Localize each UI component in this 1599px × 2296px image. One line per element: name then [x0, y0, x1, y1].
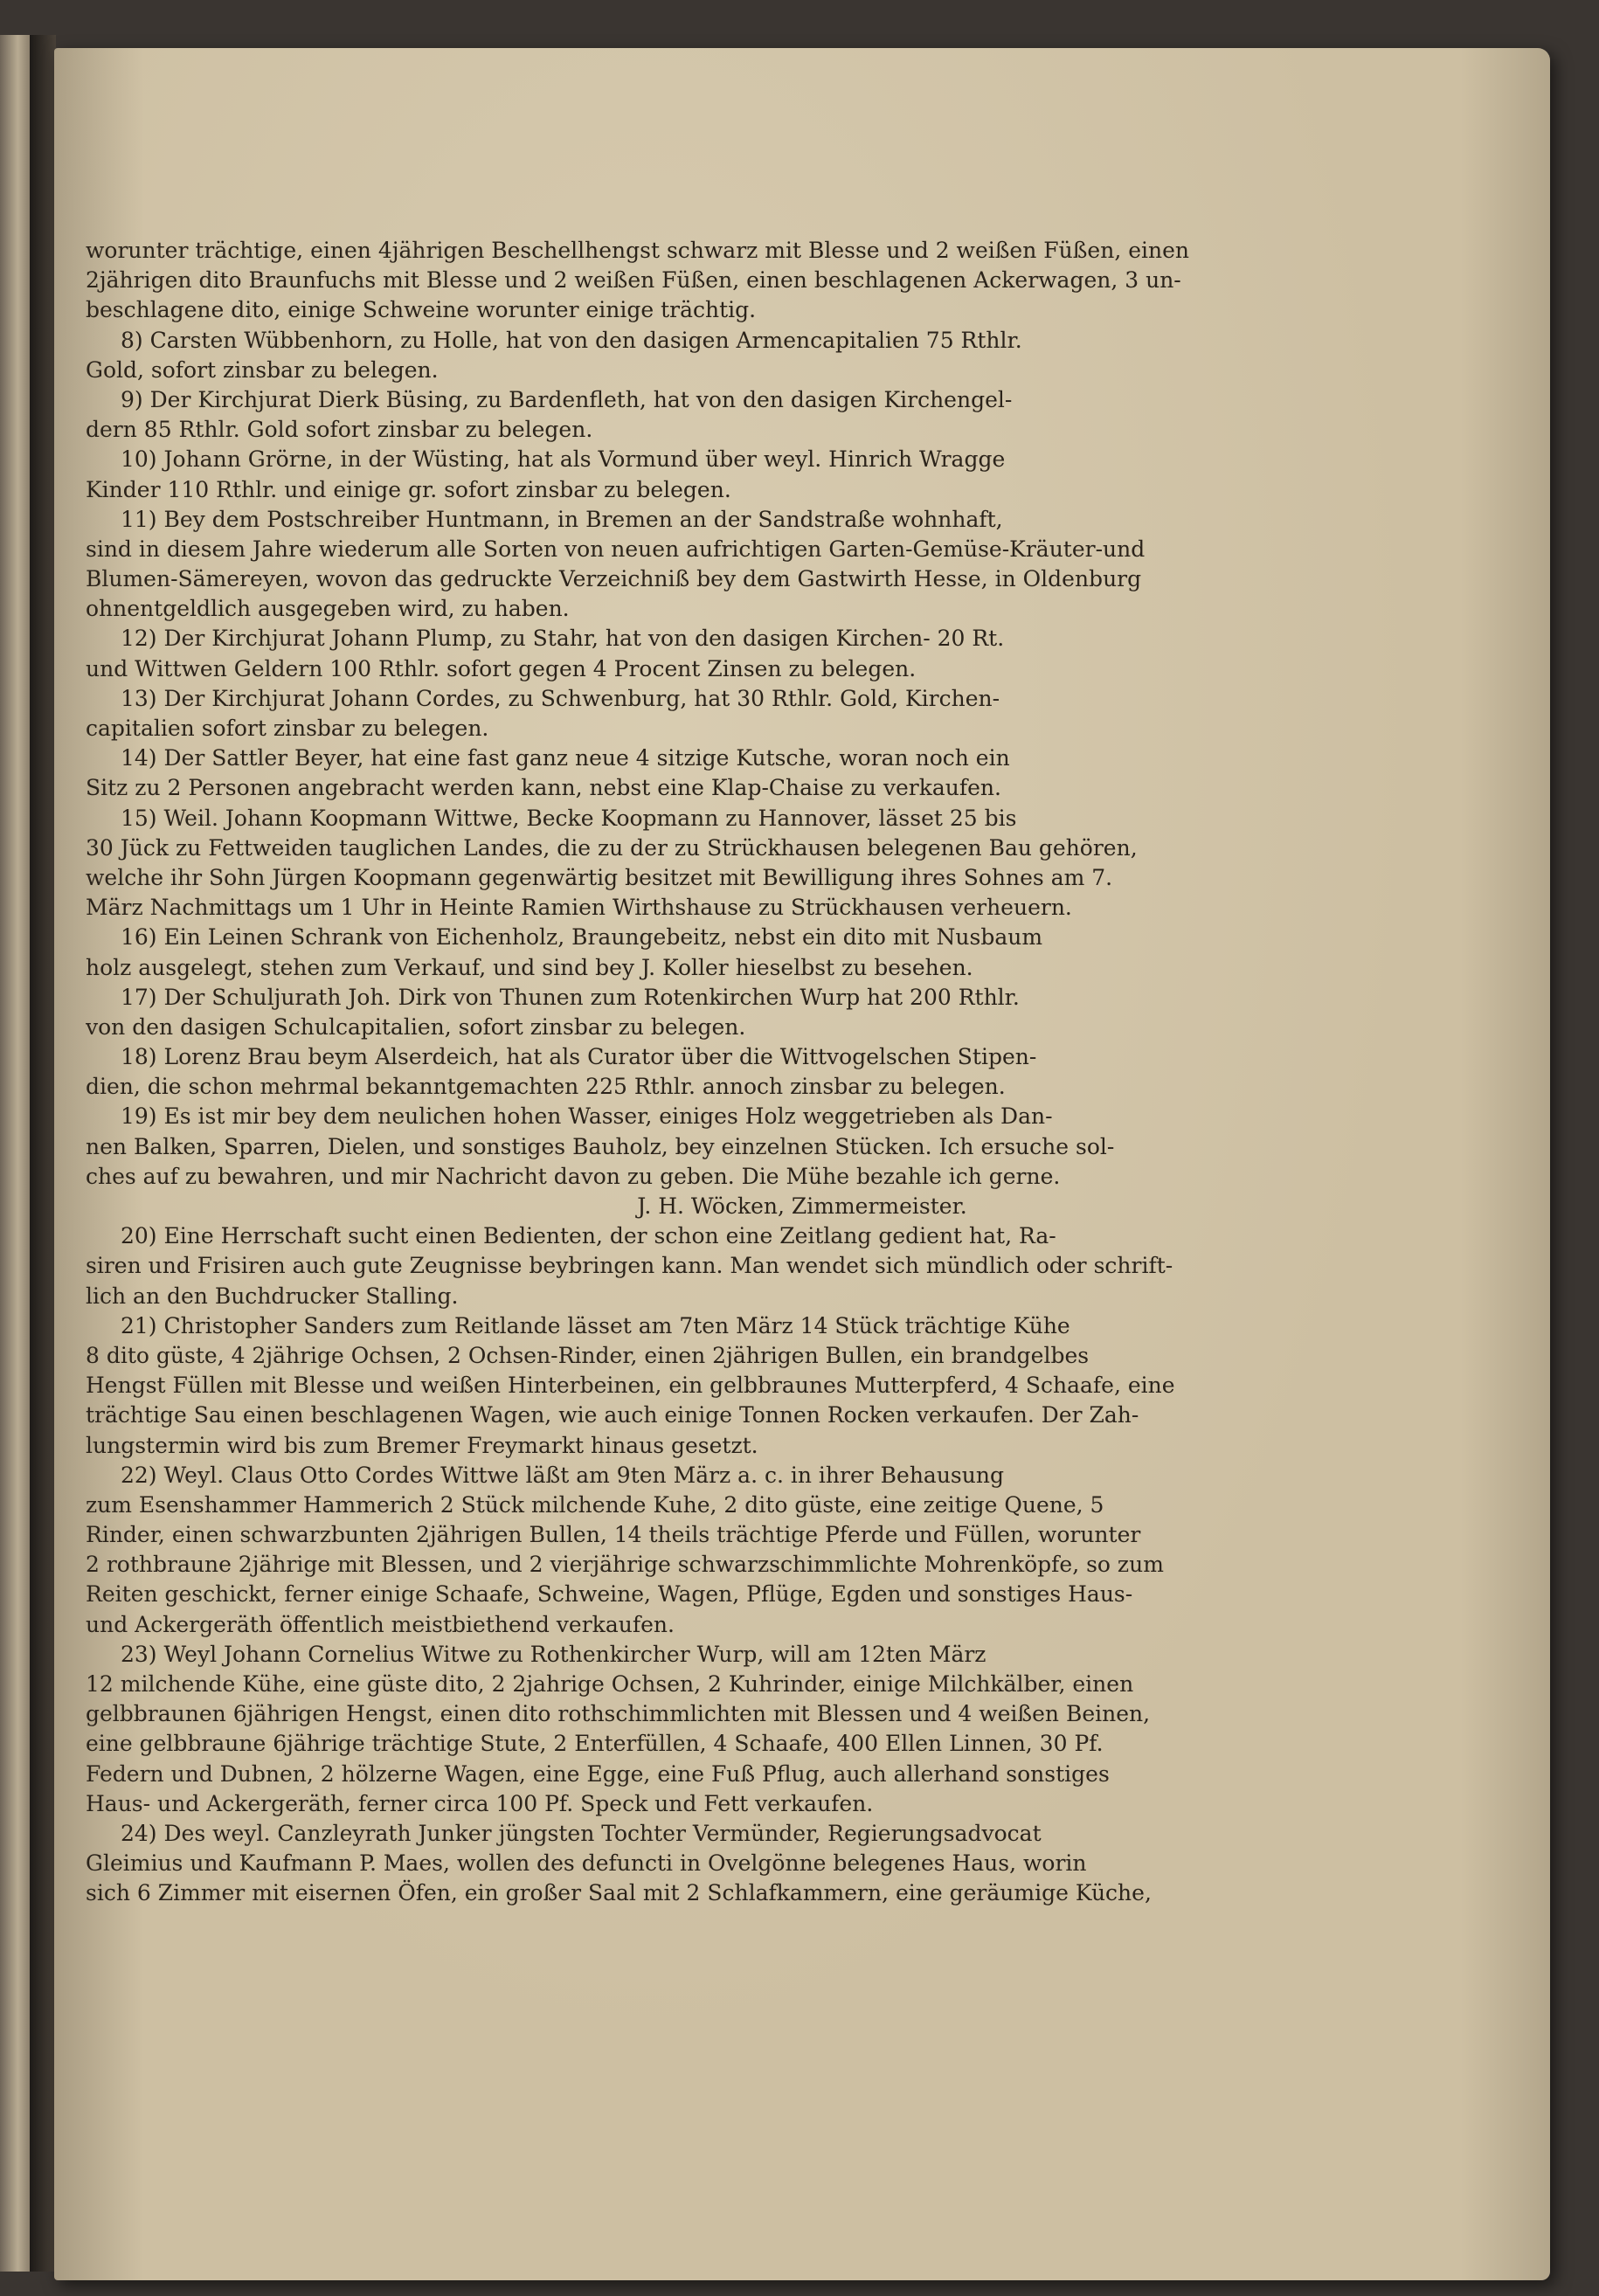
text-line: 10) Johann Grörne, in der Wüsting, hat als Vormund über weyl. Hinrich Wragge: [121, 446, 1006, 473]
text-line: ohnentgeldlich ausgegeben wird, zu haben.: [86, 596, 570, 622]
text-line: eine gelbbraune 6jährige trächtige Stute, 2 Enterfüllen, 4 Schaafe, 400 Ellen Linnen, 30 Pf.: [86, 1731, 1104, 1757]
text-line: 12) Der Kirchjurat Johann Plump, zu Stahr, hat von den dasigen Kirchen- 20 Rt.: [121, 626, 1005, 652]
text-line: 14) Der Sattler Beyer, hat eine fast ganz neue 4 sitzige Kutsche, woran noch ein: [121, 745, 1010, 771]
text-line: Gold, sofort zinsbar zu belegen.: [86, 356, 439, 383]
signature-line: J. H. Wöcken, Zimmermeister.: [637, 1193, 967, 1219]
text-line: dien, die schon mehrmal bekanntgemachten 225 Rthlr. annoch zinsbar zu belegen.: [86, 1074, 1006, 1100]
text-line: Reiten geschickt, ferner einige Schaafe, Schweine, Wagen, Pflüge, Egden und sonstiges Haus-: [86, 1581, 1133, 1608]
text-line: ches auf zu bewahren, und mir Nachricht davon zu geben. Die Mühe bezahle ich gerne.: [86, 1163, 1061, 1189]
text-line: Rinder, einen schwarzbunten 2jährigen Bullen, 14 theils trächtige Pferde und Füllen, worunter: [86, 1522, 1141, 1548]
text-line: beschlagene dito, einige Schweine worunter einige trächtig.: [86, 297, 757, 323]
text-line: 9) Der Kirchjurat Dierk Büsing, zu Bardenfleth, hat von den dasigen Kirchengel-: [121, 386, 1013, 412]
text-line: 22) Weyl. Claus Otto Cordes Wittwe läßt am 9ten März a. c. in ihrer Behausung: [121, 1462, 1004, 1488]
text-line: 12 milchende Kühe, eine güste dito, 2 2jahrige Ochsen, 2 Kuhrinder, einige Milchkälber, einen: [86, 1671, 1134, 1697]
text-line: 2jährigen dito Braunfuchs mit Blesse und 2 weißen Füßen, einen beschlagenen Ackerwagen, 3 un-: [86, 267, 1181, 294]
text-line: 30 Jück zu Fettweiden tauglichen Landes, die zu der zu Strückhausen belegenen Bau gehören,: [86, 834, 1138, 861]
text-line: und Ackergeräth öffentlich meistbiethend verkaufen.: [86, 1611, 675, 1637]
text-line: 19) Es ist mir bey dem neulichen hohen Wasser, einiges Holz weggetrieben als Dan-: [121, 1103, 1053, 1130]
text-line: Federn und Dubnen, 2 hölzerne Wagen, eine Egge, eine Fuß Pflug, auch allerhand sonstiges: [86, 1760, 1110, 1787]
text-line: lungstermin wird bis zum Bremer Freymarkt hinaus gesetzt.: [86, 1432, 758, 1458]
text-line: Blumen-Sämereyen, wovon das gedruckte Verzeichniß bey dem Gastwirth Hesse, in Oldenburg: [86, 566, 1142, 592]
text-line: capitalien sofort zinsbar zu belegen.: [86, 716, 489, 741]
text-block: [86, 236, 1291, 1909]
book-gutter: [30, 35, 56, 2272]
text-line: trächtige Sau einen beschlagenen Wagen, wie auch einige Tonnen Rocken verkaufen. Der Zah-: [86, 1402, 1139, 1428]
text-line: März Nachmittags um 1 Uhr in Heinte Ramien Wirthshause zu Strückhausen verheuern.: [86, 895, 1072, 921]
text-line: Sitz zu 2 Personen angebracht werden kann, nebst eine Klap-Chaise zu verkaufen.: [86, 775, 1001, 801]
text-line: Hengst Füllen mit Blesse und weißen Hinterbeinen, ein gelbbraunes Mutterpferd, 4 Schaafe, eine: [86, 1373, 1175, 1399]
text-line: 8 dito güste, 4 2jährige Ochsen, 2 Ochsen-Rinder, einen 2jährigen Bullen, ein brandgelbes: [86, 1342, 1090, 1368]
text-line: 21) Christopher Sanders zum Reitlande lässet am 7ten März 14 Stück trächtige Kühe: [121, 1312, 1070, 1338]
text-line: Gleimius und Kaufmann P. Maes, wollen des defuncti in Ovelgönne belegenes Haus, worin: [86, 1850, 1087, 1877]
text-line: 15) Weil. Johann Koopmann Wittwe, Becke Koopmann zu Hannover, lässet 25 bis: [121, 805, 1017, 831]
text-line: dern 85 Rthlr. Gold sofort zinsbar zu belegen.: [86, 417, 593, 443]
text-line: lich an den Buchdrucker Stalling.: [86, 1283, 459, 1309]
text-line: 8) Carsten Wübbenhorn, zu Holle, hat von den dasigen Armencapitalien 75 Rthlr.: [121, 327, 1022, 353]
text-line: von den dasigen Schulcapitalien, sofort zinsbar zu belegen.: [86, 1013, 746, 1040]
text-line: holz ausgelegt, stehen zum Verkauf, und sind bey J. Koller hieselbst zu besehen.: [86, 954, 973, 980]
text-line: und Wittwen Geldern 100 Rthlr. sofort gegen 4 Procent Zinsen zu belegen.: [86, 655, 917, 681]
facing-page-edge: [0, 35, 30, 2272]
text-line: 16) Ein Leinen Schrank von Eichenholz, Braungebeitz, nebst ein dito mit Nusbaum: [121, 924, 1043, 951]
text-line: gelbbraunen 6jährigen Hengst, einen dito rothschimmlichten mit Blessen und 4 weißen Beinen,: [86, 1701, 1151, 1727]
text-line: sich 6 Zimmer mit eisernen Öfen, ein großer Saal mit 2 Schlafkammern, eine geräumige Küche,: [86, 1880, 1152, 1906]
text-line: 13) Der Kirchjurat Johann Cordes, zu Schwenburg, hat 30 Rthlr. Gold, Kirchen-: [121, 685, 1000, 711]
text-line: Haus- und Ackergeräth, ferner circa 100 Pf. Speck und Fett verkaufen.: [86, 1790, 874, 1816]
text-line: 17) Der Schuljurath Joh. Dirk von Thunen zum Rotenkirchen Wurp hat 200 Rthlr.: [121, 984, 1020, 1010]
text-line: 20) Eine Herrschaft sucht einen Bedienten, der schon eine Zeitlang gedient hat, Ra-: [121, 1223, 1056, 1249]
text-line: zum Esenshammer Hammerich 2 Stück milchende Kuhe, 2 dito güste, eine zeitige Quene, 5: [86, 1491, 1104, 1518]
text-line: 18) Lorenz Brau beym Alserdeich, hat als Curator über die Wittvogelschen Stipen-: [121, 1044, 1037, 1070]
text-line: 2 rothbraune 2jährige mit Blessen, und 2 vierjährige schwarzschimmlichte Mohrenköpfe, so zum: [86, 1552, 1164, 1578]
text-line: Kinder 110 Rthlr. und einige gr. sofort zinsbar zu belegen.: [86, 476, 731, 502]
text-line: worunter trächtige, einen 4jährigen Beschellhengst schwarz mit Blesse und 2 weißen Füßen, einen: [86, 238, 1190, 263]
text-line: sind in diesem Jahre wiederum alle Sorten von neuen aufrichtigen Garten-Gemüse-Kräuter-und: [86, 536, 1146, 562]
text-line: siren und Frisiren auch gute Zeugnisse beybringen kann. Man wendet sich mündlich oder schrift-: [86, 1253, 1173, 1279]
text-line: nen Balken, Sparren, Dielen, und sonstiges Bauholz, bey einzelnen Stücken. Ich ersuche sol-: [86, 1133, 1115, 1159]
text-line: 11) Bey dem Postschreiber Huntmann, in Bremen an der Sandstraße wohnhaft,: [121, 506, 1003, 532]
text-line: 24) Des weyl. Canzleyrath Junker jüngsten Tochter Vermünder, Regierungsadvocat: [121, 1820, 1042, 1846]
text-line: welche ihr Sohn Jürgen Koopmann gegenwärtig besitzet mit Bewilligung ihres Sohnes am 7.: [86, 864, 1113, 890]
text-line: 23) Weyl Johann Cornelius Witwe zu Rothenkircher Wurp, will am 12ten März: [121, 1641, 986, 1667]
